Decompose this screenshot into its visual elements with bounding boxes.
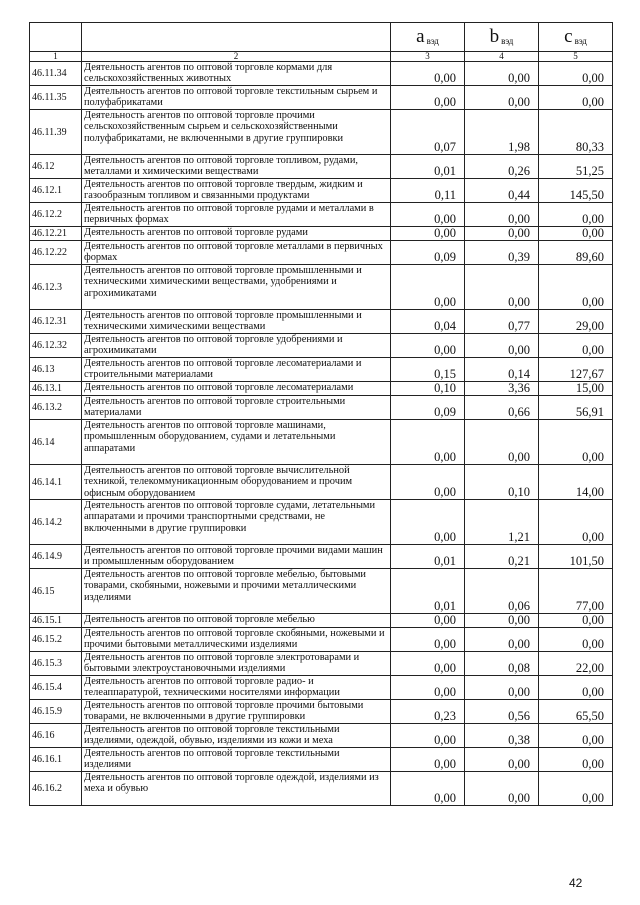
row-value-b-cell: 0,00 xyxy=(465,227,539,241)
row-value-c-cell: 145,50 xyxy=(539,179,613,203)
row-description-cell: Деятельность агентов по оптовой торговле мебелью xyxy=(82,614,391,628)
row-value-b-cell: 0,08 xyxy=(465,652,539,676)
row-code-cell: 46.15.3 xyxy=(30,652,82,676)
table-row xyxy=(30,334,613,358)
row-value-c-cell: 101,50 xyxy=(539,545,613,569)
row-code-cell: 46.16 xyxy=(30,724,82,748)
row-value-a-cell: 0,00 xyxy=(391,724,465,748)
table-row xyxy=(30,748,613,772)
row-description-cell: Деятельность агентов по оптовой торговле промышленными и техническими химическими веществами xyxy=(82,310,391,334)
row-value-b-cell: 0,00 xyxy=(465,676,539,700)
row-value-b-cell: 0,00 xyxy=(465,62,539,86)
row-value-a-cell: 0,00 xyxy=(391,500,465,545)
row-code-cell: 46.15.1 xyxy=(30,614,82,628)
row-code-cell: 46.13.2 xyxy=(30,396,82,420)
table-row xyxy=(30,155,613,179)
column-number: 4 xyxy=(465,52,539,62)
page-number: 42 xyxy=(569,876,583,890)
row-value-c-cell: 0,00 xyxy=(539,772,613,806)
row-value-b-cell: 0,00 xyxy=(465,203,539,227)
row-description-cell: Деятельность агентов по оптовой торговле топливом, рудами, металлами и химическими веществами xyxy=(82,155,391,179)
table-row xyxy=(30,465,613,500)
row-value-c-cell: 29,00 xyxy=(539,310,613,334)
row-code-cell: 46.12.3 xyxy=(30,265,82,310)
row-value-a-cell: 0,10 xyxy=(391,382,465,396)
header-cell-description xyxy=(82,23,391,52)
row-code-cell: 46.12.2 xyxy=(30,203,82,227)
row-value-b-cell: 0,14 xyxy=(465,358,539,382)
row-code-cell: 46.16.1 xyxy=(30,748,82,772)
table-row xyxy=(30,86,613,110)
row-value-b-cell: 0,77 xyxy=(465,310,539,334)
row-value-a-cell: 0,04 xyxy=(391,310,465,334)
column-number: 5 xyxy=(539,52,613,62)
row-description-cell: Деятельность агентов по оптовой торговле прочими сельскохозяйственным сырьем и сельскохозяйственными полуфабрикатами, не включенными в другие группировки xyxy=(82,110,391,155)
row-value-a-cell: 0,00 xyxy=(391,420,465,465)
row-value-c-cell: 127,67 xyxy=(539,358,613,382)
row-value-b-cell: 0,66 xyxy=(465,396,539,420)
header-cell-c xyxy=(539,23,613,52)
table-row xyxy=(30,110,613,155)
row-value-a-cell: 0,01 xyxy=(391,545,465,569)
row-description-cell: Деятельность агентов по оптовой торговле мебелью, бытовыми товарами, скобяными, ножевыми и прочими металлическими изделиями xyxy=(82,569,391,614)
header-b-subscript: вэд xyxy=(501,36,514,46)
header-row xyxy=(30,23,613,52)
row-description-cell: Деятельность агентов по оптовой торговле скобяными, ножевыми и прочими бытовыми металлическими изделиями xyxy=(82,628,391,652)
header-cell-a xyxy=(391,23,465,52)
column-number: 3 xyxy=(391,52,465,62)
column-number: 1 xyxy=(30,52,82,62)
row-code-cell: 46.15.4 xyxy=(30,676,82,700)
row-value-c-cell: 15,00 xyxy=(539,382,613,396)
row-value-a-cell: 0,11 xyxy=(391,179,465,203)
row-description-cell: Деятельность агентов по оптовой торговле прочими бытовыми товарами, не включенными в другие группировки xyxy=(82,700,391,724)
row-code-cell: 46.14 xyxy=(30,420,82,465)
row-value-a-cell: 0,00 xyxy=(391,334,465,358)
column-number-row xyxy=(30,52,613,62)
row-value-a-cell: 0,00 xyxy=(391,772,465,806)
row-code-cell: 46.15 xyxy=(30,569,82,614)
row-value-c-cell: 77,00 xyxy=(539,569,613,614)
row-value-a-cell: 0,00 xyxy=(391,748,465,772)
row-value-a-cell: 0,09 xyxy=(391,396,465,420)
row-description-cell: Деятельность агентов по оптовой торговле рудами и металлами в первичных формах xyxy=(82,203,391,227)
header-b-label: b xyxy=(489,26,500,47)
row-code-cell: 46.12.31 xyxy=(30,310,82,334)
row-value-a-cell: 0,07 xyxy=(391,110,465,155)
row-value-c-cell: 0,00 xyxy=(539,420,613,465)
row-value-c-cell: 0,00 xyxy=(539,614,613,628)
header-a-label: a xyxy=(416,26,425,47)
data-table xyxy=(29,22,613,806)
document-sheet xyxy=(29,22,612,806)
row-value-b-cell: 0,00 xyxy=(465,420,539,465)
row-code-cell: 46.11.34 xyxy=(30,62,82,86)
row-value-c-cell: 80,33 xyxy=(539,110,613,155)
row-value-b-cell: 0,00 xyxy=(465,772,539,806)
row-value-c-cell: 0,00 xyxy=(539,724,613,748)
row-description-cell: Деятельность агентов по оптовой торговле промышленными и техническими химическими веществами, удобрениями и агрохимикатами xyxy=(82,265,391,310)
table-row xyxy=(30,382,613,396)
table-row xyxy=(30,614,613,628)
row-code-cell: 46.16.2 xyxy=(30,772,82,806)
header-cell-code xyxy=(30,23,82,52)
row-value-b-cell: 0,10 xyxy=(465,465,539,500)
table-row xyxy=(30,420,613,465)
row-value-c-cell: 0,00 xyxy=(539,334,613,358)
row-value-a-cell: 0,00 xyxy=(391,652,465,676)
table-row xyxy=(30,545,613,569)
row-code-cell: 46.15.9 xyxy=(30,700,82,724)
row-description-cell: Деятельность агентов по оптовой торговле кормами для сельскохозяйственных животных xyxy=(82,62,391,86)
row-code-cell: 46.12.22 xyxy=(30,241,82,265)
row-description-cell: Деятельность агентов по оптовой торговле радио- и телеаппаратурой, техническими носителями информации xyxy=(82,676,391,700)
row-value-c-cell: 0,00 xyxy=(539,62,613,86)
row-description-cell: Деятельность агентов по оптовой торговле электротоварами и бытовыми электроустановочными изделиями xyxy=(82,652,391,676)
header-a-subscript: вэд xyxy=(426,36,439,46)
row-value-c-cell: 22,00 xyxy=(539,652,613,676)
table-row xyxy=(30,772,613,806)
table-row xyxy=(30,241,613,265)
row-value-c-cell: 0,00 xyxy=(539,676,613,700)
row-value-c-cell: 65,50 xyxy=(539,700,613,724)
row-value-a-cell: 0,00 xyxy=(391,227,465,241)
row-code-cell: 46.12.32 xyxy=(30,334,82,358)
row-value-b-cell: 1,98 xyxy=(465,110,539,155)
row-value-c-cell: 0,00 xyxy=(539,628,613,652)
row-code-cell: 46.14.9 xyxy=(30,545,82,569)
row-code-cell: 46.12 xyxy=(30,155,82,179)
row-value-b-cell: 3,36 xyxy=(465,382,539,396)
table-row xyxy=(30,358,613,382)
row-value-c-cell: 0,00 xyxy=(539,203,613,227)
row-value-b-cell: 0,26 xyxy=(465,155,539,179)
row-value-b-cell: 0,00 xyxy=(465,748,539,772)
row-description-cell: Деятельность агентов по оптовой торговле одеждой, изделиями из меха и обувью xyxy=(82,772,391,806)
row-code-cell: 46.11.39 xyxy=(30,110,82,155)
row-value-b-cell: 0,39 xyxy=(465,241,539,265)
row-value-b-cell: 0,21 xyxy=(465,545,539,569)
table-row xyxy=(30,179,613,203)
table-row xyxy=(30,62,613,86)
row-code-cell: 46.14.2 xyxy=(30,500,82,545)
row-value-c-cell: 56,91 xyxy=(539,396,613,420)
table-row xyxy=(30,310,613,334)
row-code-cell: 46.11.35 xyxy=(30,86,82,110)
table-row xyxy=(30,628,613,652)
row-value-b-cell: 0,56 xyxy=(465,700,539,724)
table-row xyxy=(30,265,613,310)
row-value-b-cell: 0,00 xyxy=(465,86,539,110)
row-code-cell: 46.15.2 xyxy=(30,628,82,652)
row-description-cell: Деятельность агентов по оптовой торговле твердым, жидким и газообразным топливом и связанными продуктами xyxy=(82,179,391,203)
row-description-cell: Деятельность агентов по оптовой торговле лесоматериалами и строительными материалами xyxy=(82,358,391,382)
row-value-c-cell: 0,00 xyxy=(539,265,613,310)
row-value-a-cell: 0,00 xyxy=(391,86,465,110)
table-row xyxy=(30,652,613,676)
row-value-a-cell: 0,00 xyxy=(391,614,465,628)
row-value-b-cell: 0,44 xyxy=(465,179,539,203)
row-description-cell: Деятельность агентов по оптовой торговле лесоматериалами xyxy=(82,382,391,396)
header-c-label: c xyxy=(564,26,573,47)
table-row xyxy=(30,396,613,420)
row-value-c-cell: 0,00 xyxy=(539,500,613,545)
row-value-c-cell: 0,00 xyxy=(539,227,613,241)
row-code-cell: 46.13 xyxy=(30,358,82,382)
table-row xyxy=(30,676,613,700)
row-value-a-cell: 0,00 xyxy=(391,265,465,310)
row-value-b-cell: 1,21 xyxy=(465,500,539,545)
row-value-b-cell: 0,00 xyxy=(465,628,539,652)
row-description-cell: Деятельность агентов по оптовой торговле текстильным сырьем и полуфабрикатами xyxy=(82,86,391,110)
row-value-a-cell: 0,00 xyxy=(391,676,465,700)
row-value-a-cell: 0,01 xyxy=(391,569,465,614)
row-value-b-cell: 0,06 xyxy=(465,569,539,614)
table-row xyxy=(30,500,613,545)
row-description-cell: Деятельность агентов по оптовой торговле удобрениями и агрохимикатами xyxy=(82,334,391,358)
row-code-cell: 46.12.21 xyxy=(30,227,82,241)
row-value-c-cell: 14,00 xyxy=(539,465,613,500)
row-description-cell: Деятельность агентов по оптовой торговле прочими видами машин и промышленным оборудованием xyxy=(82,545,391,569)
row-description-cell: Деятельность агентов по оптовой торговле текстильными изделиями, одеждой, обувью, изделиями из кожи и меха xyxy=(82,724,391,748)
row-description-cell: Деятельность агентов по оптовой торговле вычислительной техникой, телекоммуникационным оборудованием и прочим офисным оборудованием xyxy=(82,465,391,500)
row-value-a-cell: 0,00 xyxy=(391,628,465,652)
row-description-cell: Деятельность агентов по оптовой торговле строительными материалами xyxy=(82,396,391,420)
row-value-b-cell: 0,00 xyxy=(465,265,539,310)
row-description-cell: Деятельность агентов по оптовой торговле текстильными изделиями xyxy=(82,748,391,772)
row-value-b-cell: 0,00 xyxy=(465,614,539,628)
row-value-a-cell: 0,00 xyxy=(391,203,465,227)
table-row xyxy=(30,203,613,227)
row-value-a-cell: 0,23 xyxy=(391,700,465,724)
row-value-c-cell: 0,00 xyxy=(539,748,613,772)
row-value-a-cell: 0,00 xyxy=(391,465,465,500)
row-description-cell: Деятельность агентов по оптовой торговле судами, летательными аппаратами и прочими транспортными средствами, не включенными в другие группировки xyxy=(82,500,391,545)
column-number: 2 xyxy=(82,52,391,62)
row-description-cell: Деятельность агентов по оптовой торговле рудами xyxy=(82,227,391,241)
row-value-a-cell: 0,09 xyxy=(391,241,465,265)
row-description-cell: Деятельность агентов по оптовой торговле металлами в первичных формах xyxy=(82,241,391,265)
row-value-c-cell: 89,60 xyxy=(539,241,613,265)
row-value-a-cell: 0,01 xyxy=(391,155,465,179)
row-code-cell: 46.13.1 xyxy=(30,382,82,396)
row-code-cell: 46.14.1 xyxy=(30,465,82,500)
table-row xyxy=(30,700,613,724)
row-value-c-cell: 51,25 xyxy=(539,155,613,179)
row-value-c-cell: 0,00 xyxy=(539,86,613,110)
row-value-b-cell: 0,38 xyxy=(465,724,539,748)
row-value-b-cell: 0,00 xyxy=(465,334,539,358)
header-c-subscript: вэд xyxy=(574,36,587,46)
header-cell-b xyxy=(465,23,539,52)
row-description-cell: Деятельность агентов по оптовой торговле машинами, промышленным оборудованием, судами и летательными аппаратами xyxy=(82,420,391,465)
row-code-cell: 46.12.1 xyxy=(30,179,82,203)
table-row xyxy=(30,724,613,748)
table-row xyxy=(30,569,613,614)
row-value-a-cell: 0,15 xyxy=(391,358,465,382)
row-value-a-cell: 0,00 xyxy=(391,62,465,86)
table-row xyxy=(30,227,613,241)
